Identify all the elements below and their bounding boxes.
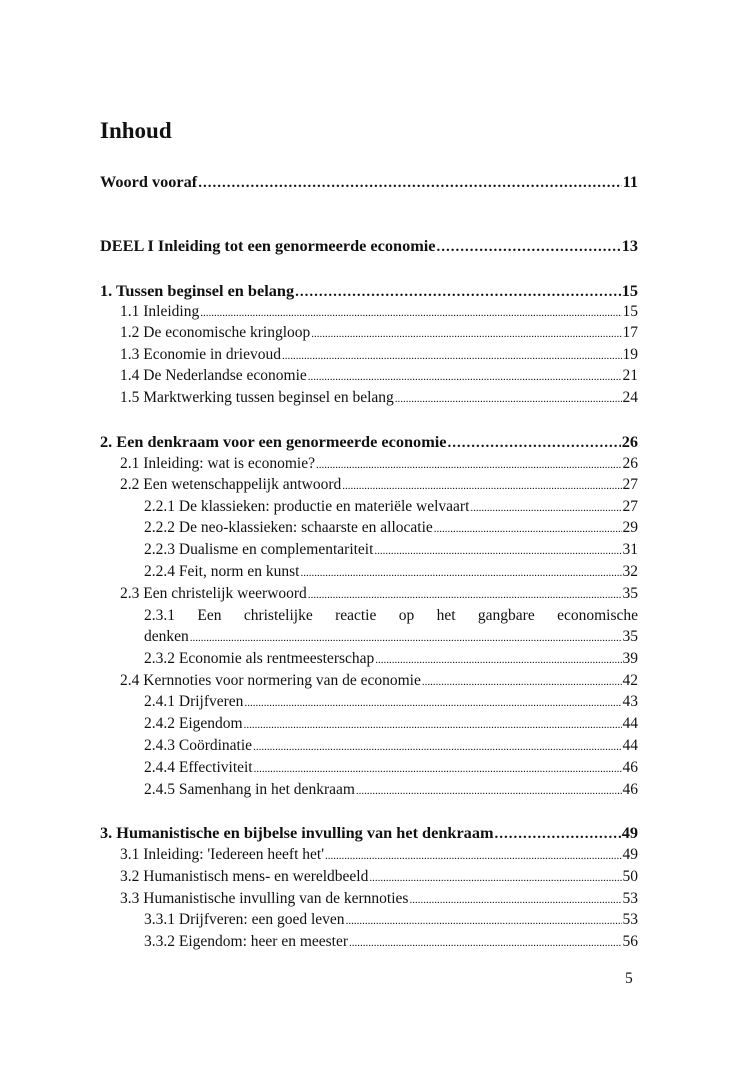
toc-entry-label: 2. Een denkraam voor een genormeerde economie	[100, 432, 447, 451]
toc-entry-woord-vooraf[interactable]	[100, 172, 638, 193]
toc-entry-page: 15	[622, 303, 638, 320]
toc-entry-label: 2.3 Een christelijk weerwoord	[120, 585, 307, 602]
toc-entry-label: 2.3.2 Economie als rentmeesterschap	[144, 650, 375, 667]
toc-entry-3-3-2[interactable]	[144, 932, 638, 953]
toc-entry-2-3[interactable]	[120, 584, 638, 605]
dot-leader	[448, 433, 621, 453]
toc-entry-1-5[interactable]	[120, 388, 638, 409]
dot-leader	[325, 846, 622, 866]
toc-entry-2-2-3[interactable]	[144, 540, 638, 561]
toc-entry-page: 44	[622, 715, 638, 732]
toc-entry-page: 53	[622, 890, 638, 907]
toc-entry-3-1[interactable]	[120, 845, 638, 866]
dot-leader	[316, 455, 622, 475]
dot-leader	[374, 541, 621, 561]
dot-leader	[422, 672, 622, 692]
toc-entry-page: 27	[622, 498, 638, 515]
dot-leader	[395, 389, 622, 409]
toc-entry-label: Woord vooraf	[100, 172, 198, 191]
toc-entry-page: 26	[621, 432, 638, 451]
toc-entry-page: 11	[622, 172, 638, 191]
toc-entry-label: 2.4 Kernnoties voor normering van de economie	[120, 672, 421, 689]
toc-entry-label: 2.2 Een wetenschappelijk antwoord	[120, 476, 342, 493]
toc-entry-page: 43	[622, 693, 638, 710]
toc-entry-page: 53	[622, 911, 638, 928]
dot-leader	[349, 933, 621, 953]
toc-entry-label: 3. Humanistische en bijbelse invulling van het denkraam	[100, 823, 494, 842]
toc-entry-page: 27	[622, 476, 638, 493]
toc-entry-label: 2.4.1 Drijfveren	[144, 693, 244, 710]
toc-entry-2-2-1[interactable]	[144, 497, 638, 518]
dot-leader	[244, 693, 621, 713]
toc-entry-page: 46	[622, 759, 638, 776]
page-number: 5	[625, 970, 633, 987]
toc-entry-page: 29	[622, 519, 638, 536]
dot-leader	[375, 650, 621, 670]
toc-entry-page: 50	[622, 868, 638, 885]
dot-leader	[346, 911, 622, 931]
toc-entry-page: 42	[622, 672, 638, 689]
toc-entry-label: 2.2.3 Dualisme en complementariteit	[144, 541, 374, 558]
toc-entry-3-3-1[interactable]	[144, 910, 638, 931]
toc-entry-2-4-5[interactable]	[144, 780, 638, 801]
toc-entry-3-3[interactable]	[120, 889, 638, 910]
toc-entry-label: 2.2.4 Feit, norm en kunst	[144, 563, 300, 580]
toc-entry-label: denken	[144, 628, 189, 645]
toc-entry-page: 17	[622, 324, 638, 341]
toc-entry-page: 31	[622, 541, 638, 558]
toc-entry-label: 2.2.2 De neo-klassieken: schaarste en allocatie	[144, 519, 433, 536]
toc-entry-page: 24	[622, 389, 638, 406]
dot-leader	[300, 563, 621, 583]
toc-entry-2-4-3[interactable]	[144, 736, 638, 757]
toc-entry-page: 35	[622, 585, 638, 602]
dot-leader	[342, 476, 621, 496]
dot-leader	[200, 303, 621, 323]
toc-entry-1-2[interactable]	[120, 323, 638, 344]
dot-leader	[470, 498, 621, 518]
toc-entry-page: 35	[622, 628, 638, 645]
dot-leader	[282, 346, 622, 366]
toc-entry-page: 44	[622, 737, 638, 754]
toc-entry-label: 1.4 De Nederlandse economie	[120, 367, 307, 384]
toc-entry-page: 56	[622, 933, 638, 950]
dot-leader	[437, 237, 621, 257]
toc-entry-2-3-1[interactable]	[144, 627, 638, 648]
toc-entry-page: 49	[622, 846, 638, 863]
toc-entry-2-1[interactable]	[120, 454, 638, 475]
toc-entry-1-4[interactable]	[120, 366, 638, 387]
toc-entry-label: 2.4.3 Coördinatie	[144, 737, 253, 754]
dot-leader	[434, 519, 622, 539]
toc-entry-label: DEEL I Inleiding tot een genormeerde economie	[100, 236, 436, 255]
toc-entry-chapter-2[interactable]	[100, 432, 638, 453]
toc-entry-1-3[interactable]	[120, 345, 638, 366]
toc-entry-label: 3.1 Inleiding: 'Iedereen heeft het'	[120, 846, 324, 863]
toc-entry-label: 1. Tussen beginsel en belang	[100, 281, 295, 300]
toc-entry-1-1[interactable]	[120, 302, 638, 323]
toc-entry-label: 1.1 Inleiding	[120, 303, 200, 320]
dot-leader	[244, 715, 622, 735]
toc-entry-page: 32	[622, 563, 638, 580]
dot-leader	[495, 824, 621, 844]
toc-entry-label: 2.1 Inleiding: wat is economie?	[120, 455, 315, 472]
toc-entry-2-4-2[interactable]	[144, 714, 638, 735]
toc-entry-page: 49	[621, 823, 638, 842]
toc-entry-chapter-1[interactable]	[100, 281, 638, 302]
dot-leader	[308, 585, 622, 605]
toc-entry-3-2[interactable]	[120, 867, 638, 888]
toc-entry-label: 3.3.2 Eigendom: heer en meester	[144, 933, 349, 950]
toc-heading: Inhoud	[100, 118, 172, 143]
toc-entry-deel-1[interactable]	[100, 236, 638, 257]
toc-entry-label: 2.4.5 Samenhang in het denkraam	[144, 781, 355, 798]
dot-leader	[198, 173, 621, 193]
dot-leader	[311, 324, 621, 344]
toc-entry-label: 3.3 Humanistische invulling van de kernnoties	[120, 890, 409, 907]
dot-leader	[253, 737, 621, 757]
dot-leader	[409, 890, 621, 910]
toc-entry-page: 39	[622, 650, 638, 667]
toc-entry-2-2[interactable]	[120, 475, 638, 496]
toc-entry-2-4-1[interactable]	[144, 692, 638, 713]
toc-entry-page: 19	[622, 346, 638, 363]
toc-entry-page: 21	[622, 367, 638, 384]
toc-entry-label: 2.4.4 Effectiviteit	[144, 759, 253, 776]
toc-entry-2-3-1-line1[interactable]: 2.3.1 Een christelijke reactie op het gangbare economische	[144, 607, 638, 624]
toc-entry-2-2-4[interactable]	[144, 562, 638, 583]
toc-entry-2-4-4[interactable]	[144, 758, 638, 779]
toc-entry-2-3-2[interactable]	[144, 649, 638, 670]
dot-leader	[369, 868, 621, 888]
toc-entry-2-2-2[interactable]	[144, 518, 638, 539]
dot-leader	[308, 367, 622, 387]
toc-entry-page: 15	[621, 281, 638, 300]
dot-leader	[356, 781, 622, 801]
toc-entry-label: 1.2 De economische kringloop	[120, 324, 311, 341]
toc-entry-label: 3.2 Humanistisch mens- en wereldbeeld	[120, 868, 369, 885]
toc-entry-page: 13	[621, 236, 638, 255]
toc-entry-page: 26	[622, 455, 638, 472]
dot-leader	[295, 282, 621, 302]
toc-entry-page: 46	[622, 781, 638, 798]
dot-leader	[254, 759, 622, 779]
toc-entry-2-4[interactable]	[120, 671, 638, 692]
toc-entry-chapter-3[interactable]	[100, 823, 638, 844]
toc-entry-label: 3.3.1 Drijfveren: een goed leven	[144, 911, 345, 928]
toc-entry-label: 2.2.1 De klassieken: productie en materiële welvaart	[144, 498, 470, 515]
toc-entry-label: 1.5 Marktwerking tussen beginsel en belang	[120, 389, 394, 406]
toc-entry-label: 2.4.2 Eigendom	[144, 715, 243, 732]
dot-leader	[190, 628, 622, 648]
toc-entry-label: 1.3 Economie in drievoud	[120, 346, 281, 363]
